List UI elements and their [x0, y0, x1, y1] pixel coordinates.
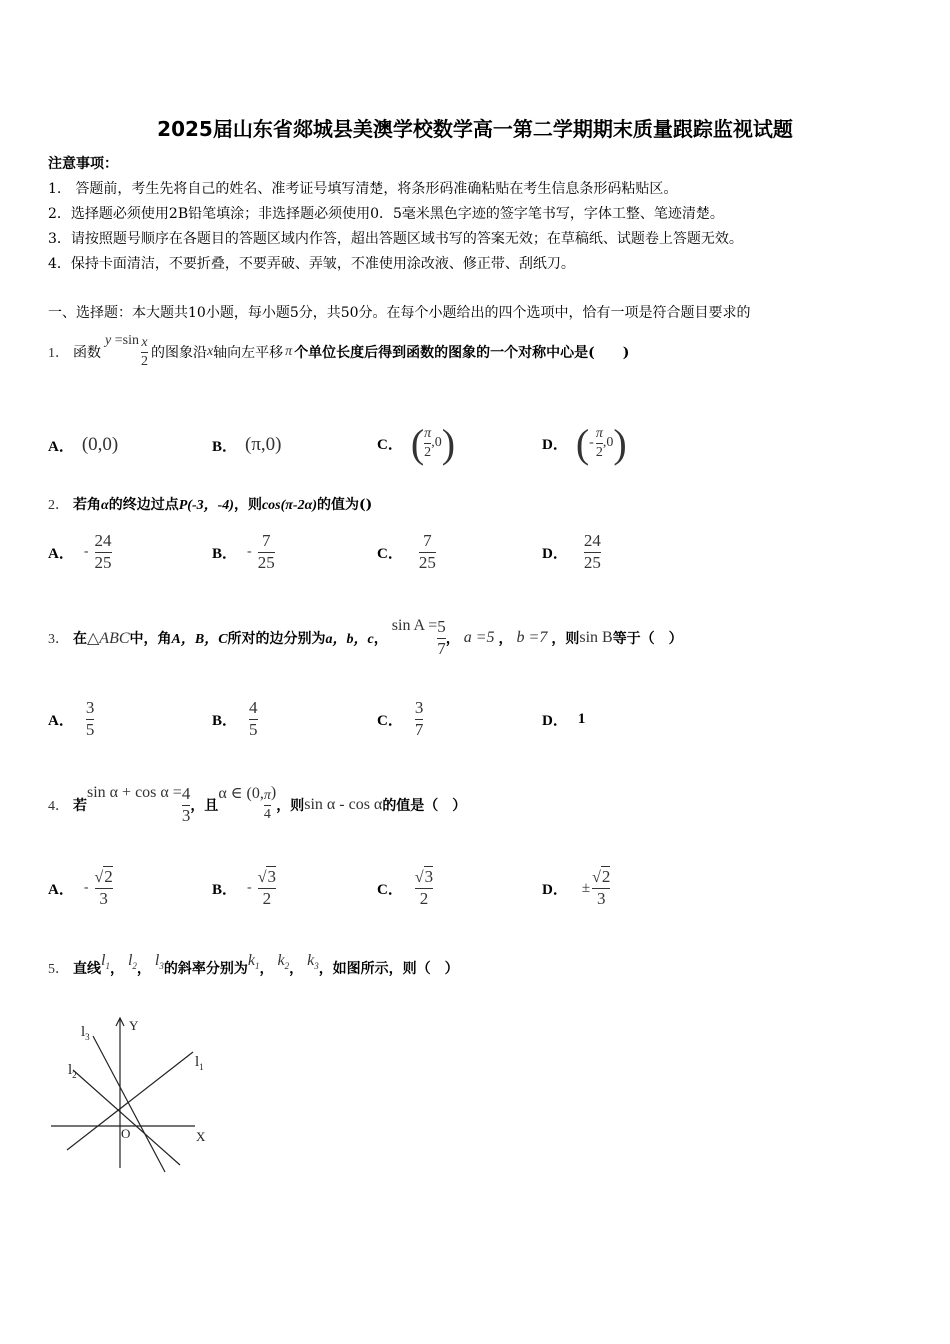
option-label: A． [48, 545, 74, 562]
math-fraction: $\frac{3}{7}$ [414, 697, 424, 739]
label-l1: $l_1$ [195, 1054, 204, 1072]
option-d[interactable] [542, 528, 601, 576]
label-l2: $l_2$ [68, 1062, 77, 1080]
question-4 [48, 780, 466, 830]
option-sign: - [247, 880, 252, 895]
option-label: C． [377, 712, 403, 729]
math-expr: sin B [579, 629, 613, 646]
math-fraction: $\frac{\pi}{2}$ [424, 426, 432, 460]
question-5 [48, 950, 459, 986]
math-expr: y =sin [105, 332, 139, 348]
question-text: ， [498, 631, 513, 647]
math-point: P(-3，-4) [178, 498, 234, 513]
question-text: 的终边过点 [108, 497, 179, 513]
option-sign: - [83, 880, 89, 895]
option-label: A． [48, 881, 74, 898]
option-label: D． [542, 881, 568, 898]
math-var: $l_1$ [101, 952, 110, 972]
math-expr: b =7 [516, 629, 548, 646]
math-fraction: $\frac{4}{5}$ [249, 697, 258, 739]
question-text: ， [373, 631, 388, 647]
math-var: $k_2$ [277, 952, 290, 972]
question-number: 2． [48, 498, 69, 513]
option-c[interactable] [377, 862, 433, 914]
question-3 [48, 612, 683, 664]
question-text: ， [289, 961, 304, 977]
math-fraction: $\frac{\pi}{4}$ [263, 788, 271, 822]
y-axis-label: Y [129, 1018, 139, 1033]
question-text: 若角 [73, 497, 101, 513]
option-label: C． [377, 881, 403, 898]
question-number: 4． [48, 799, 69, 814]
option-label: A． [48, 712, 74, 729]
math-fraction: $\frac{√2}{3}$ [592, 866, 611, 908]
question-1 [48, 330, 629, 374]
question-text: ， [136, 961, 151, 977]
question-number: 3． [48, 632, 69, 647]
option-c[interactable] [377, 528, 436, 576]
notice-item: 2．选择题必须使用2B铅笔填涂；非选择题必须使用0．5毫米黑色字迹的签字笔书写，字体工整、笔迹清楚。 [48, 206, 724, 222]
math-fraction: $\frac{x}{2}$ [140, 335, 148, 369]
option-c[interactable]: C． ( $\frac{\pi}{2}$ ,0 ) [377, 420, 456, 466]
question-text: 个单位长度后得到函数的图象的一个对称中心是( ) [294, 345, 630, 361]
math-expr: cos(π-2α) [261, 498, 317, 513]
option-value: 1 [577, 710, 586, 727]
page-title: 2025届山东省郯城县美澳学校数学高一第二学期期末质量跟踪监视试题 [157, 117, 793, 141]
option-label: C． [377, 436, 403, 453]
question-number: 1． [48, 346, 69, 361]
option-label: A． [48, 438, 74, 455]
option-d[interactable] [542, 862, 610, 914]
option-d[interactable]: D． ( - $\frac{\pi}{2}$ ,0 ) [542, 420, 627, 466]
math-fraction: $\frac{7}{25}$ [257, 530, 275, 572]
option-value: ,0 [431, 435, 442, 450]
option-b[interactable] [212, 694, 258, 744]
option-a[interactable] [48, 428, 118, 462]
question-text: 中，角 [129, 631, 172, 647]
math-expr: sin α + cos α = [87, 784, 182, 801]
option-d[interactable] [542, 694, 585, 744]
math-var: x [206, 344, 214, 359]
question-text: 的值为() [317, 497, 373, 513]
option-sign: - [83, 544, 89, 559]
math-var: $l_2$ [127, 952, 137, 972]
question-text: ，则 [233, 497, 262, 513]
option-b[interactable] [212, 528, 275, 576]
math-fraction: $\frac{7}{25}$ [418, 530, 436, 572]
math-fraction: $\frac{3}{5}$ [85, 697, 95, 739]
notice-heading: 注意事项： [48, 156, 118, 172]
option-value: (π,0) [245, 434, 282, 455]
label-l3: $l_3$ [81, 1024, 90, 1042]
math-var: $l_3$ [154, 952, 164, 972]
option-a[interactable] [48, 862, 113, 914]
math-fraction: $\frac{24}{25}$ [583, 530, 601, 572]
math-expr: a =5 [463, 629, 495, 646]
lines-graph [45, 1010, 225, 1175]
question-text: 的斜率分别为 [163, 961, 248, 977]
option-b[interactable] [212, 428, 282, 462]
option-label: D． [542, 545, 568, 562]
question-text: ， [445, 631, 460, 647]
notice-item: 3．请按照题号顺序在各题目的答题区域内作答，超出答题区域书写的答案无效；在草稿纸、试题卷上答题无效。 [48, 231, 743, 247]
math-expr: a，b，c [325, 632, 374, 647]
math-fraction: $\frac{√2}{3}$ [94, 866, 113, 908]
question-text: 在 [73, 631, 87, 647]
math-var: α [101, 498, 109, 513]
math-expr: △ABC [87, 630, 130, 647]
line-l2 [73, 1070, 180, 1165]
math-expr: ) [270, 784, 277, 801]
question-text: 轴向左平移 [213, 345, 284, 361]
option-value: (0,0) [81, 434, 119, 455]
math-fraction: $\frac{24}{25}$ [94, 530, 112, 572]
option-label: D． [542, 712, 568, 729]
math-expr: sin α - cos α [304, 796, 383, 813]
question-text: 所对的边分别为 [227, 631, 326, 647]
math-var: $k_3$ [307, 952, 319, 972]
option-a[interactable] [48, 694, 94, 744]
math-expr: α ∈ (0, [218, 785, 264, 802]
question-number: 5． [48, 962, 69, 977]
option-sign: - [247, 544, 252, 559]
math-fraction: $\frac{√3}{2}$ [257, 866, 276, 908]
notice-item: 4．保持卡面清洁，不要折叠，不要弄破、弄皱，不准使用涂改液、修正带、刮纸刀。 [48, 256, 575, 272]
option-sign: ± [581, 879, 591, 896]
notice-item: 1. 答题前，考生先将自己的姓名、准考证号填写清楚，将条形码准确粘贴在考生信息条形码粘贴区。 [48, 181, 678, 197]
option-label: B． [212, 712, 238, 729]
question-text: 等于（ ） [612, 631, 683, 647]
option-label: B． [212, 438, 238, 455]
math-var: π [285, 344, 293, 359]
option-value: ,0 [602, 435, 614, 450]
math-expr: A，B，C [171, 632, 228, 647]
question-text: ，则 [551, 631, 580, 647]
math-fraction: $\frac{5}{7}$ [437, 616, 446, 658]
option-label: B． [212, 545, 238, 562]
math-fraction: $\frac{4}{3}$ [181, 783, 191, 825]
option-sign: - [589, 435, 594, 450]
question-text: 的图象沿 [150, 345, 207, 361]
question-text: ，如图所示，则（ ） [318, 961, 459, 977]
question-text: 函数 [73, 345, 101, 361]
x-axis-label: X [196, 1129, 206, 1144]
option-label: C． [377, 545, 403, 562]
question-text: ， [259, 961, 274, 977]
question-2 [48, 494, 372, 514]
question-text: 若 [73, 798, 87, 814]
question-text: 的值是（ ） [382, 798, 467, 814]
option-a[interactable] [48, 528, 112, 576]
origin-label: O [121, 1126, 131, 1141]
question-text: ，且 [190, 798, 219, 814]
line-l3 [93, 1036, 165, 1172]
math-fraction: $\frac{\pi}{2}$ [595, 426, 603, 460]
option-label: B． [212, 881, 238, 898]
question-text: ， [109, 961, 124, 977]
math-fraction: $\frac{√3}{2}$ [414, 866, 434, 908]
option-c[interactable] [377, 694, 423, 744]
option-b[interactable] [212, 862, 276, 914]
question-text: ，则 [276, 798, 305, 814]
math-var: $k_1$ [247, 952, 260, 972]
option-label: D． [542, 436, 568, 453]
section-heading: 一、选择题：本大题共10小题，每小题5分，共50分。在每个小题给出的四个选项中，恰有一项是符合题目要求的 [48, 305, 751, 321]
math-expr: sin A = [391, 617, 438, 634]
question-text: 直线 [73, 961, 101, 977]
